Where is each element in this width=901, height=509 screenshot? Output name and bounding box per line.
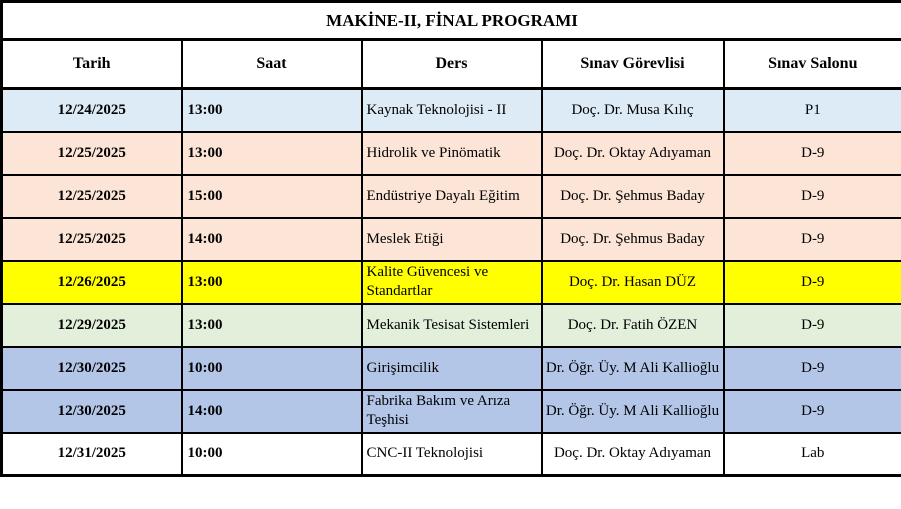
cell-course: Kalite Güvencesi ve Standartlar [362,261,542,304]
cell-room: P1 [724,89,901,132]
column-header-ders: Ders [362,40,542,89]
column-header-row [2,40,901,89]
cell-room: D-9 [724,261,901,304]
table-row [2,347,901,390]
cell-invigilator: Doç. Dr. Musa Kılıç [542,89,724,132]
page-title: MAKİNE-II, FİNAL PROGRAMI [2,2,901,40]
cell-course: Mekanik Tesisat Sistemleri [362,304,542,347]
cell-invigilator: Doç. Dr. Hasan DÜZ [542,261,724,304]
cell-course: Endüstriye Dayalı Eğitim [362,175,542,218]
cell-course: Meslek Etiği [362,218,542,261]
cell-room: D-9 [724,175,901,218]
cell-time: 14:00 [182,218,362,261]
cell-date: 12/25/2025 [2,218,182,261]
cell-course: CNC-II Teknolojisi [362,433,542,476]
cell-course: Fabrika Bakım ve Arıza Teşhisi [362,390,542,433]
cell-invigilator: Doç. Dr. Şehmus Baday [542,218,724,261]
cell-time: 10:00 [182,433,362,476]
cell-time: 13:00 [182,89,362,132]
cell-room: D-9 [724,347,901,390]
table-row [2,261,901,304]
cell-course: Hidrolik ve Pinömatik [362,132,542,175]
table-row [2,433,901,476]
cell-date: 12/30/2025 [2,347,182,390]
cell-room: D-9 [724,304,901,347]
cell-time: 10:00 [182,347,362,390]
column-header-sinav-gorevlisi: Sınav Görevlisi [542,40,724,89]
cell-invigilator: Doç. Dr. Fatih ÖZEN [542,304,724,347]
cell-invigilator: Dr. Öğr. Üy. M Ali Kallioğlu [542,347,724,390]
cell-time: 15:00 [182,175,362,218]
cell-date: 12/25/2025 [2,132,182,175]
cell-room: Lab [724,433,901,476]
column-header-saat: Saat [182,40,362,89]
table-row [2,132,901,175]
cell-room: D-9 [724,390,901,433]
cell-invigilator: Doç. Dr. Şehmus Baday [542,175,724,218]
cell-room: D-9 [724,132,901,175]
cell-time: 13:00 [182,132,362,175]
cell-time: 13:00 [182,304,362,347]
table-row [2,390,901,433]
cell-invigilator: Doç. Dr. Oktay Adıyaman [542,132,724,175]
table-row [2,218,901,261]
table-row [2,304,901,347]
cell-time: 13:00 [182,261,362,304]
cell-room: D-9 [724,218,901,261]
cell-invigilator: Dr. Öğr. Üy. M Ali Kallioğlu [542,390,724,433]
cell-date: 12/30/2025 [2,390,182,433]
cell-course: Girişimcilik [362,347,542,390]
table-row [2,175,901,218]
cell-time: 14:00 [182,390,362,433]
cell-invigilator: Doç. Dr. Oktay Adıyaman [542,433,724,476]
title-row [2,2,901,40]
column-header-sinav-salonu: Sınav Salonu [724,40,901,89]
cell-date: 12/25/2025 [2,175,182,218]
cell-course: Kaynak Teknolojisi - II [362,89,542,132]
cell-date: 12/24/2025 [2,89,182,132]
cell-date: 12/26/2025 [2,261,182,304]
cell-date: 12/29/2025 [2,304,182,347]
column-header-tarih: Tarih [2,40,182,89]
cell-date: 12/31/2025 [2,433,182,476]
table-row [2,89,901,132]
